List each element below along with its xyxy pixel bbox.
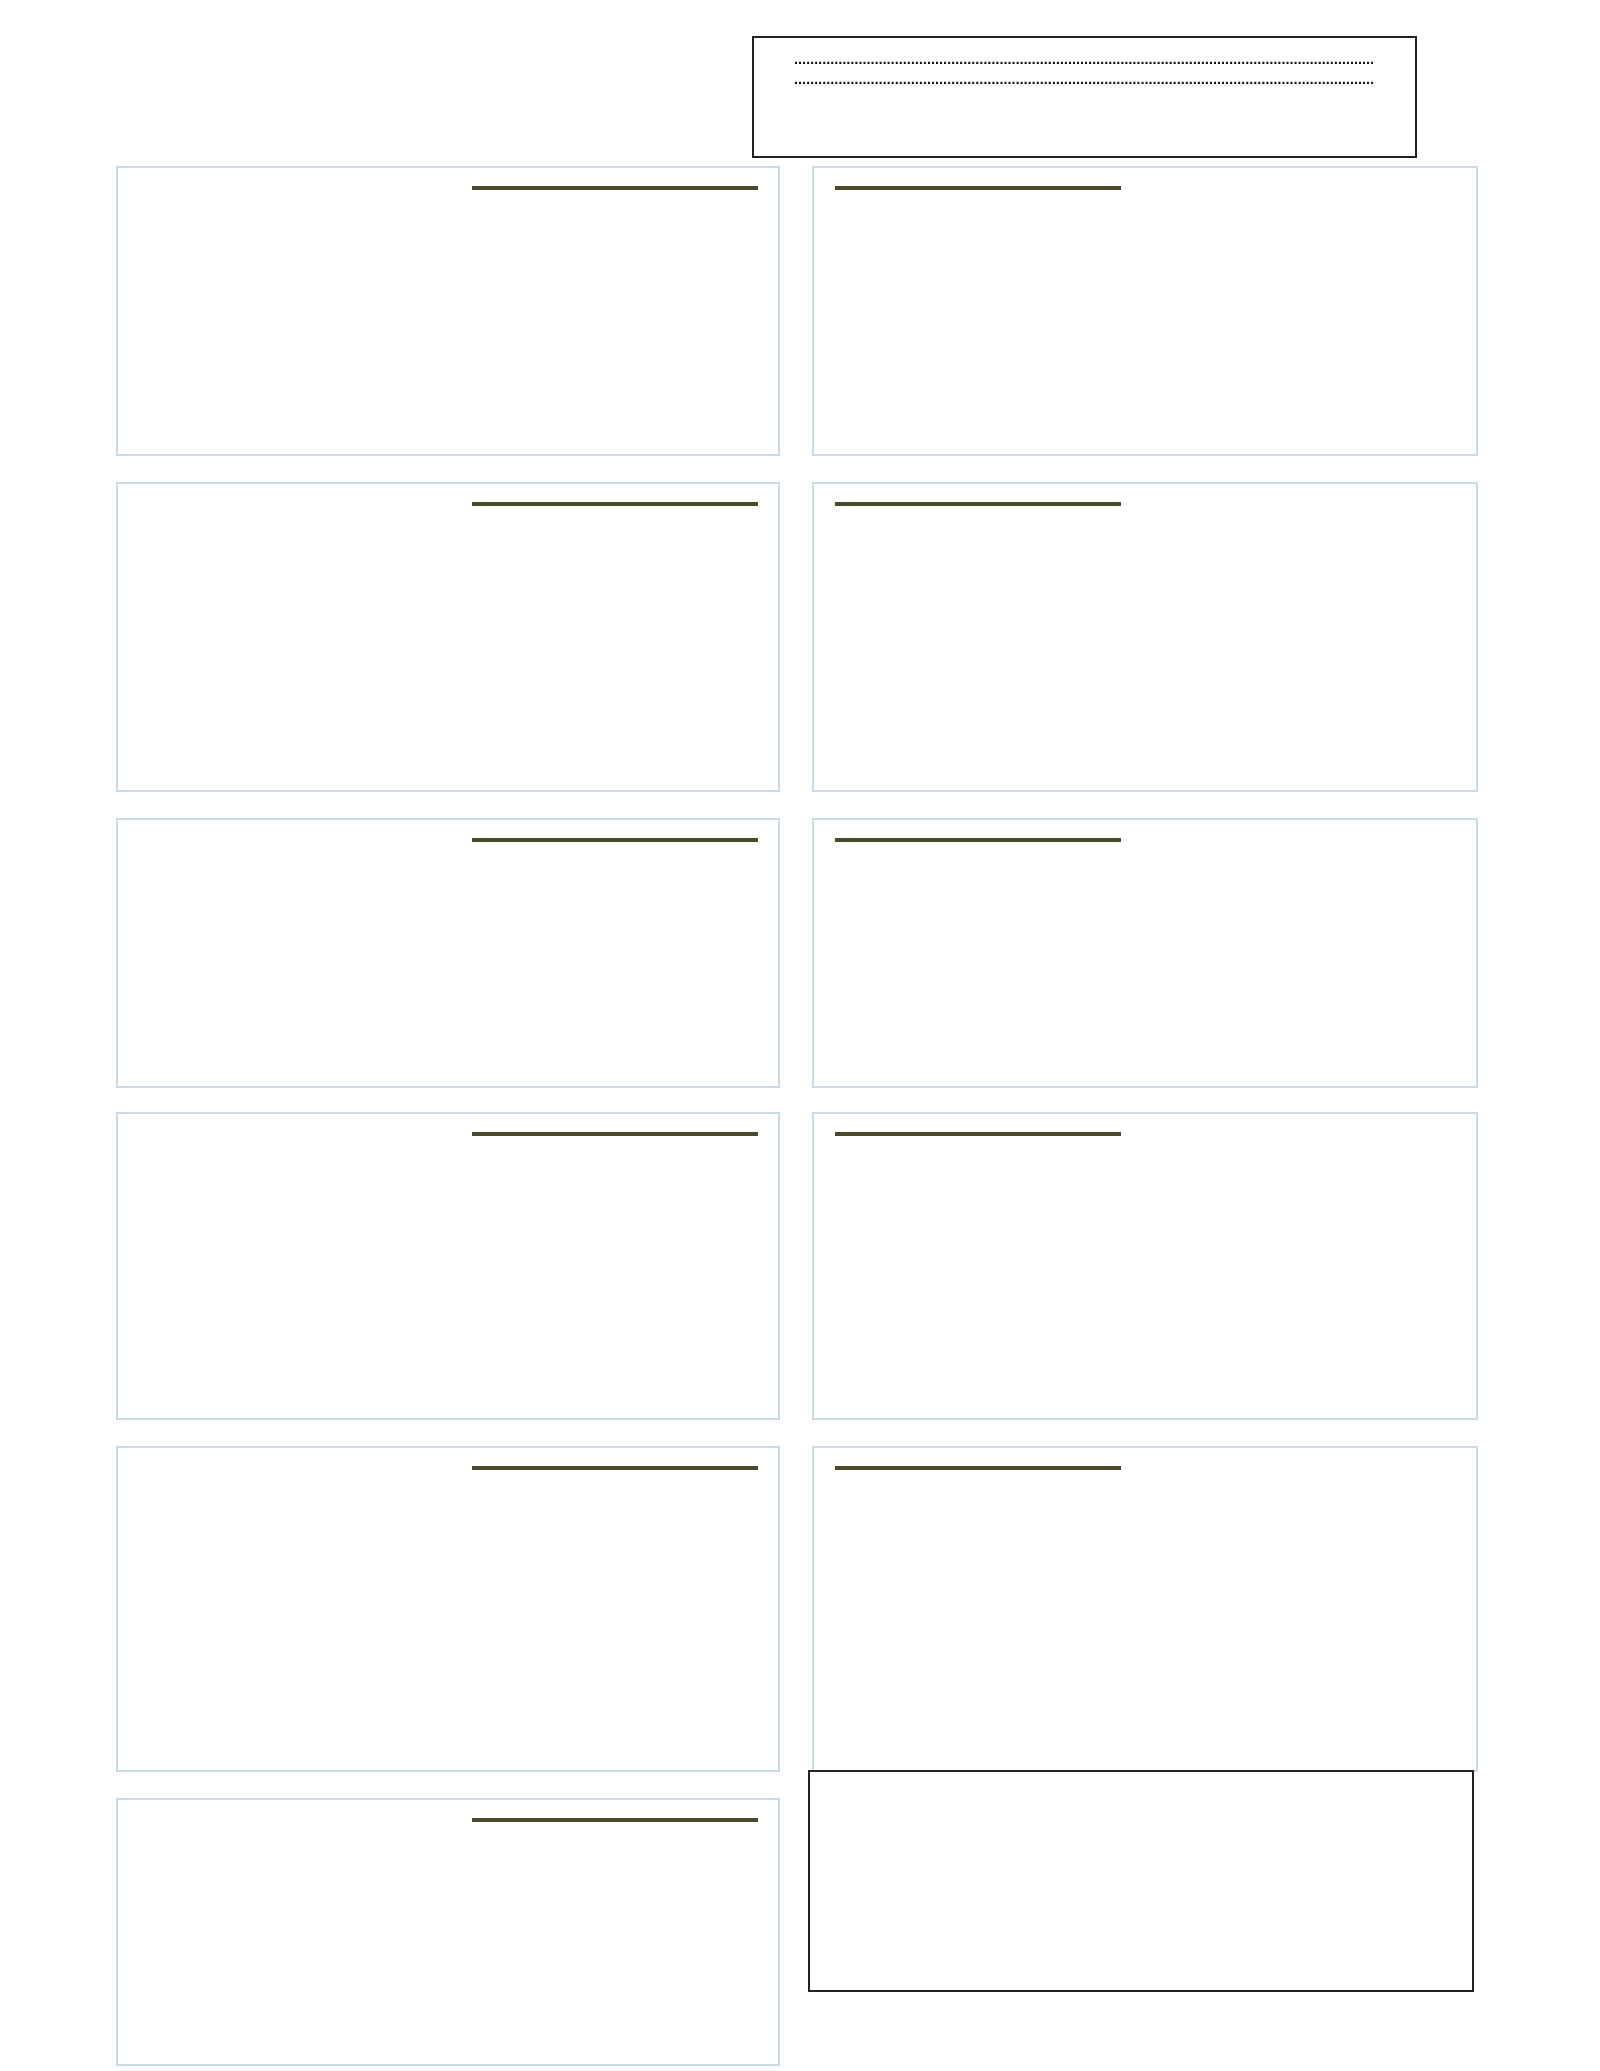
november-calendar bbox=[472, 1132, 758, 1136]
march-calendar bbox=[835, 502, 1121, 506]
february-calendar bbox=[835, 186, 1121, 190]
october-section bbox=[116, 818, 780, 1088]
calendar-key bbox=[808, 1770, 1474, 1992]
december-calendar bbox=[472, 1466, 758, 1470]
april-calendar bbox=[835, 838, 1121, 842]
contract-summary-box bbox=[752, 36, 1417, 158]
june-calendar bbox=[835, 1466, 1121, 1470]
january-calendar bbox=[472, 1818, 758, 1822]
teacher-contract-value bbox=[1373, 71, 1375, 91]
august-calendar bbox=[472, 186, 758, 190]
february-section bbox=[812, 166, 1478, 456]
june-section bbox=[812, 1446, 1478, 1772]
august-section bbox=[116, 166, 780, 456]
student-instruction-row bbox=[794, 51, 1375, 71]
student-instruction-value bbox=[1373, 51, 1375, 71]
teacher-contract-row bbox=[794, 71, 1375, 91]
september-calendar bbox=[472, 502, 758, 506]
march-section bbox=[812, 482, 1478, 792]
october-calendar bbox=[472, 838, 758, 842]
november-section bbox=[116, 1112, 780, 1420]
april-section bbox=[812, 818, 1478, 1088]
january-section bbox=[116, 1798, 780, 2066]
may-section bbox=[812, 1112, 1478, 1420]
may-calendar bbox=[835, 1132, 1121, 1136]
september-section bbox=[116, 482, 780, 792]
december-section bbox=[116, 1446, 780, 1772]
